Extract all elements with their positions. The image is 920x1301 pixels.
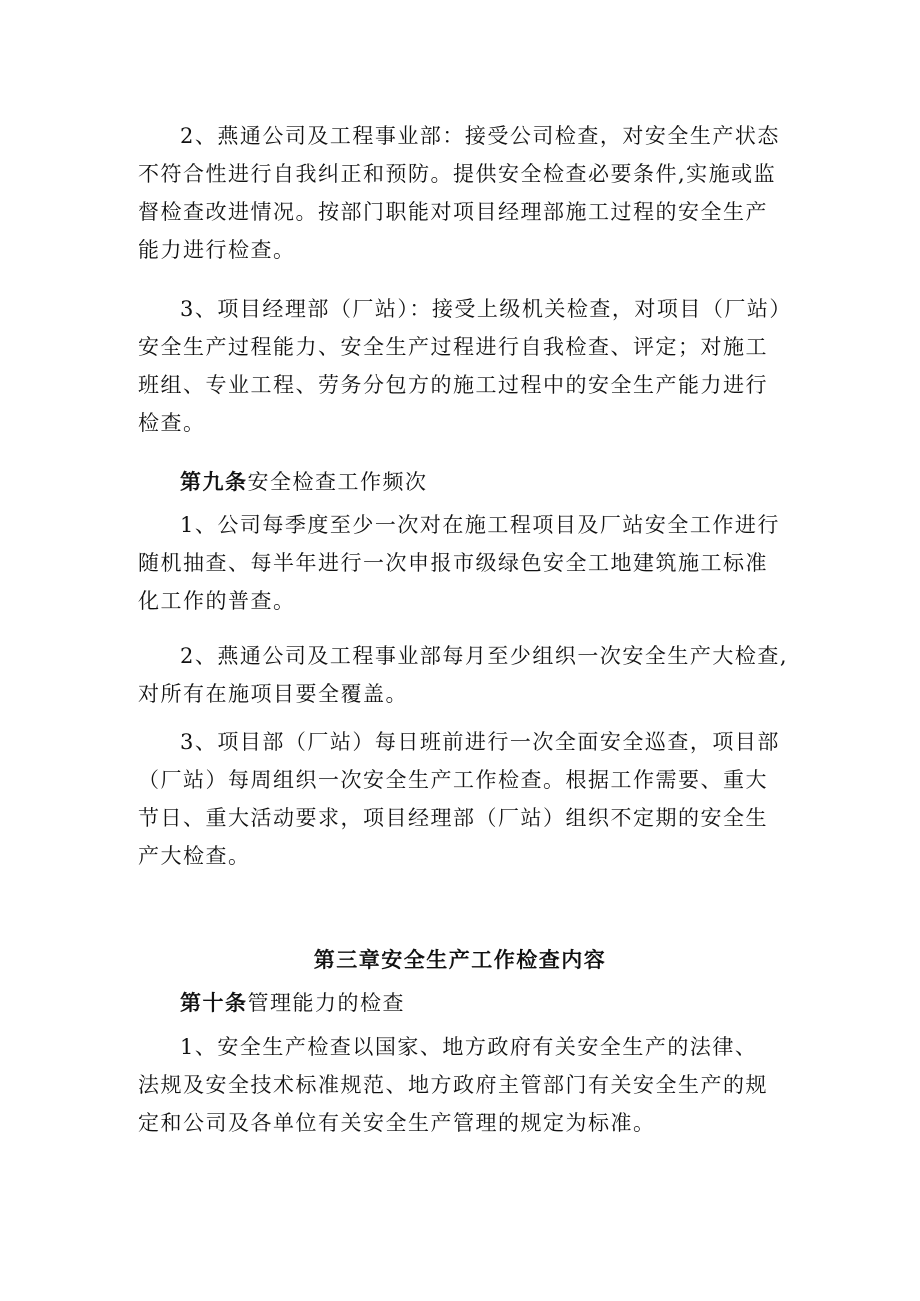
- article-10-heading: [138, 984, 798, 1022]
- paragraph-company-quarterly: [138, 506, 798, 620]
- text-line: 产大检查。: [138, 844, 251, 868]
- article-10-line: [138, 984, 798, 1022]
- paragraph-yantong-inspection: [138, 117, 798, 269]
- text-line: 随机抽查、每半年进行一次申报市级绿色安全工地建筑施工标准: [138, 551, 768, 575]
- paragraph-monthly-check: [138, 637, 798, 713]
- article-9-heading: [138, 463, 798, 501]
- text-line: 3、项目经理部（厂站）：接受上级机关检查，对项目（厂站）: [180, 297, 792, 321]
- text-line: （厂站）每周组织一次安全生产工作检查。根据工作需要、重大: [138, 768, 768, 792]
- article-9-label: 第九条: [180, 469, 248, 494]
- text-line: 定和公司及各单位有关安全生产管理的规定为标准。: [138, 1111, 656, 1135]
- article-10-label: 第十条: [180, 990, 248, 1015]
- text-line: 督检查改进情况。按部门职能对项目经理部施工过程的安全生产: [138, 200, 768, 224]
- text-line: 不符合性进行自我纠正和预防。提供安全检查必要条件,实施或监: [138, 162, 777, 186]
- paragraph-daily-check: [138, 723, 798, 875]
- text-line: 2、燕通公司及工程事业部：接受公司检查，对安全生产状态: [180, 124, 780, 148]
- text-line: 节日、重大活动要求，项目经理部（厂站）组织不定期的安全生: [138, 806, 768, 830]
- article-10-title: 管理能力的检查: [247, 991, 405, 1015]
- text-line: 检查。: [138, 411, 206, 435]
- text-line: 安全生产过程能力、安全生产过程进行自我检查、评定；对施工: [138, 335, 768, 359]
- article-9-title: 安全检查工作频次: [247, 470, 428, 494]
- paragraph-inspection-standards: [138, 1028, 798, 1142]
- text-line: 化工作的普查。: [138, 589, 296, 613]
- text-line: 能力进行检查。: [138, 238, 296, 262]
- chapter-3-heading: 第三章安全生产工作检查内容: [313, 947, 607, 972]
- text-line: 1、安全生产检查以国家、地方政府有关安全生产的法律、: [180, 1035, 758, 1059]
- text-line: 2、燕通公司及工程事业部每月至少组织一次安全生产大检查,: [180, 644, 789, 668]
- text-line: 1、公司每季度至少一次对在施工程项目及厂站安全工作进行: [180, 513, 780, 537]
- text-line: 法规及安全技术标准规范、地方政府主管部门有关安全生产的规: [138, 1073, 768, 1097]
- paragraph-project-dept-inspection: [138, 290, 798, 442]
- article-9-line: [138, 463, 798, 501]
- text-line: 班组、专业工程、劳务分包方的施工过程中的安全生产能力进行: [138, 373, 768, 397]
- text-line: 3、项目部（厂站）每日班前进行一次全面安全巡查，项目部: [180, 730, 780, 754]
- text-line: 对所有在施项目要全覆盖。: [138, 682, 408, 706]
